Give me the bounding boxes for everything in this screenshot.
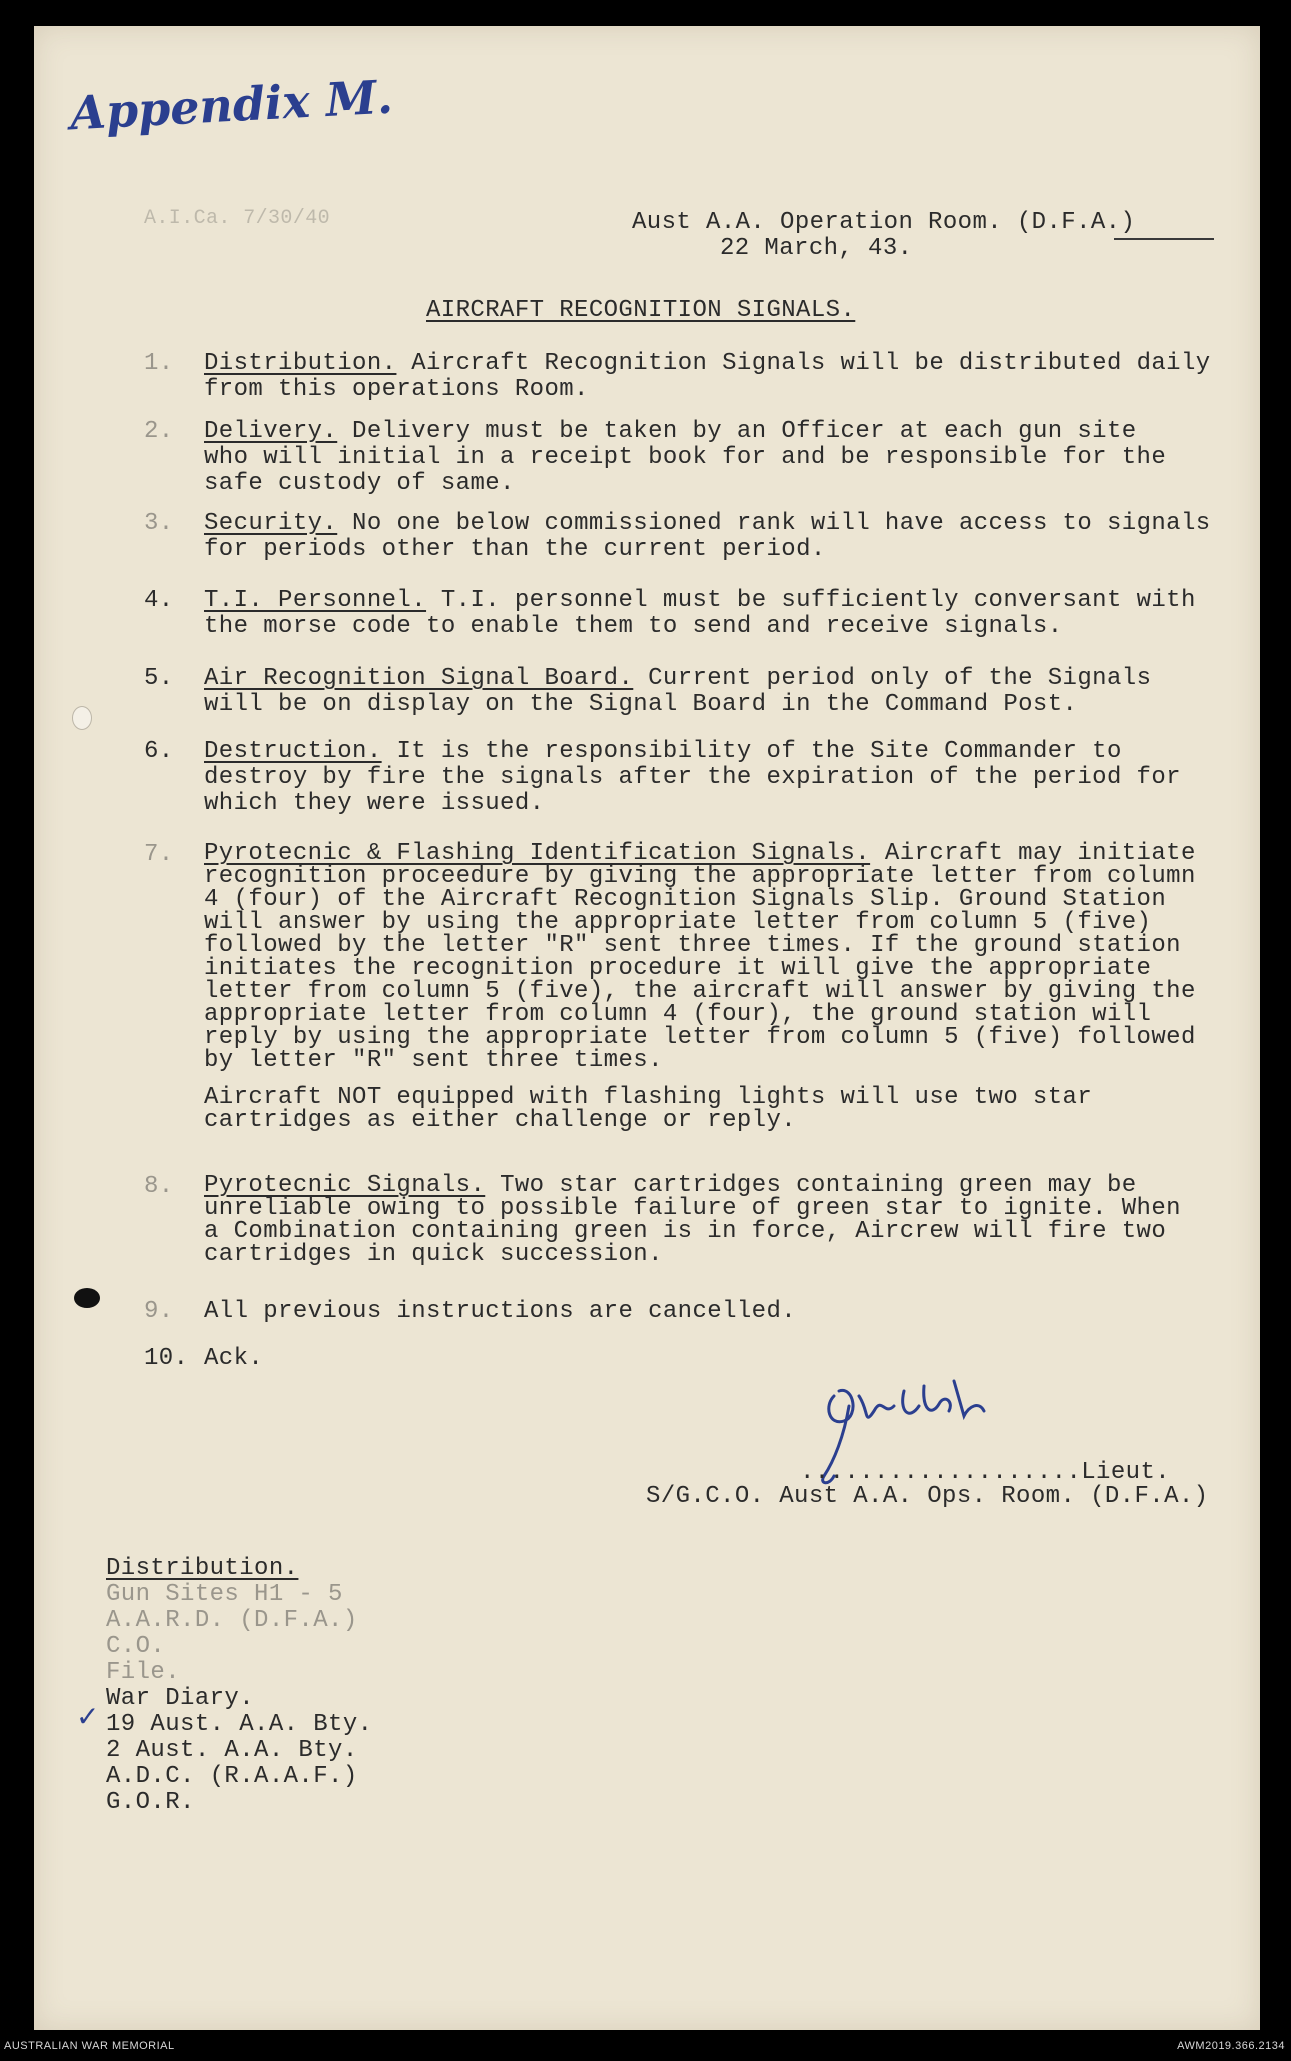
paragraph-body xyxy=(204,511,1224,563)
paragraph-heading: Delivery. xyxy=(204,418,338,445)
paragraph-heading: Pyrotecnic & Flashing Identification Signals. xyxy=(204,840,871,867)
paragraph-line: Aircraft may initiate xyxy=(884,840,1196,867)
footer-institution: AUSTRALIAN WAR MEMORIAL xyxy=(4,2040,175,2052)
paragraph-body xyxy=(204,1299,1224,1325)
signature-title: S/G.C.O. Aust A.A. Ops. Room. (D.F.A.) xyxy=(646,1483,1209,1510)
document-title: AIRCRAFT RECOGNITION SIGNALS. xyxy=(426,297,856,324)
paragraph-number: 1. xyxy=(144,350,174,377)
distribution-item: A.A.R.D. (D.F.A.) xyxy=(106,1607,358,1634)
paragraph-heading: Destruction. xyxy=(204,738,382,765)
paragraph-line: unreliable owing to possible failure of green star to ignite. When xyxy=(204,1195,1181,1222)
signature-rank-line: ...................Lieut. xyxy=(800,1459,1171,1486)
paragraph-body xyxy=(204,351,1224,403)
paragraph-line: Current period only of the Signals xyxy=(648,665,1152,692)
paragraph-number: 10. xyxy=(144,1345,189,1372)
header-location-underline xyxy=(1114,238,1214,240)
paragraph-line: the morse code to enable them to send and receive signals. xyxy=(204,613,1063,640)
paragraph-line: cartridges in quick succession. xyxy=(204,1241,663,1268)
paragraph-body xyxy=(204,739,1224,817)
paragraph-line: a Combination containing green is in force, Aircrew will fire two xyxy=(204,1218,1167,1245)
distribution-item: A.D.C. (R.A.A.F.) xyxy=(106,1763,358,1790)
paragraph-heading: Distribution. xyxy=(204,350,397,377)
paragraph-line: safe custody of same. xyxy=(204,470,515,497)
paragraph-heading: Pyrotecnic Signals. xyxy=(204,1172,486,1199)
reference-number: A.I.Ca. 7/30/40 xyxy=(144,207,331,230)
paragraph-line: by letter "R" sent three times. xyxy=(204,1047,663,1074)
paragraph-number: 8. xyxy=(144,1173,174,1200)
paragraph-line: All previous instructions are cancelled. xyxy=(204,1298,797,1325)
distribution-item: 2 Aust. A.A. Bty. xyxy=(106,1737,358,1764)
paragraph-number: 4. xyxy=(144,587,174,614)
handwritten-appendix-annotation: Appendix M. xyxy=(68,69,394,141)
header-date: 22 March, 43. xyxy=(720,235,913,262)
footer-accession-number: AWM2019.366.2134 xyxy=(1177,2040,1285,2052)
paragraph-line: appropriate letter from column 4 (four), the ground station will xyxy=(204,1001,1152,1028)
paragraph-body xyxy=(204,666,1224,718)
paragraph-line: Delivery must be taken by an Officer at each gun site xyxy=(352,418,1137,445)
paragraph-line: reply by using the appropriate letter from column 5 (five) followed xyxy=(204,1024,1196,1051)
paragraph-line: Ack. xyxy=(204,1345,264,1372)
paragraph-extra-line: cartridges as either challenge or reply. xyxy=(204,1107,797,1134)
distribution-item: G.O.R. xyxy=(106,1789,195,1816)
punch-hole xyxy=(72,706,92,730)
paragraph-line: will be on display on the Signal Board in the Command Post. xyxy=(204,691,1078,718)
paragraph-body xyxy=(204,419,1224,497)
paragraph-line: who will initial in a receipt book for and be responsible for the xyxy=(204,444,1167,471)
paragraph-line: which they were issued. xyxy=(204,790,545,817)
paragraph-number: 3. xyxy=(144,510,174,537)
paragraph-line: Two star cartridges containing green may be xyxy=(500,1172,1137,1199)
paragraph-line: T.I. personnel must be sufficiently conversant with xyxy=(440,587,1196,614)
paragraph-number: 6. xyxy=(144,738,174,765)
paragraph-body xyxy=(204,588,1224,640)
paragraph-line: No one below commissioned rank will have access to signals xyxy=(352,510,1211,537)
paragraph-line: letter from column 5 (five), the aircraft will answer by giving the xyxy=(204,978,1196,1005)
paragraph-body xyxy=(204,1346,1224,1372)
distribution-item: Gun Sites H1 - 5 xyxy=(106,1581,343,1608)
paragraph-number: 7. xyxy=(144,841,174,868)
distribution-heading: Distribution. xyxy=(106,1555,299,1582)
paragraph-number: 5. xyxy=(144,665,174,692)
distribution-item: 19 Aust. A.A. Bty. xyxy=(106,1711,373,1738)
paragraph-line: from this operations Room. xyxy=(204,376,589,403)
paragraph-line: It is the responsibility of the Site Commander to xyxy=(396,738,1122,765)
distribution-block xyxy=(106,1556,606,1816)
paragraph-body xyxy=(204,1174,1224,1266)
checkmark-icon: ✓ xyxy=(76,1700,100,1733)
paragraph-extra-line: Aircraft NOT equipped with flashing lights will use two star xyxy=(204,1084,1093,1111)
distribution-item: File. xyxy=(106,1659,181,1686)
paragraph-body xyxy=(204,842,1224,1132)
paragraph-heading: T.I. Personnel. xyxy=(204,587,427,614)
paragraph-line: initiates the recognition procedure it will give the appropriate xyxy=(204,955,1152,982)
paragraph-number: 9. xyxy=(144,1298,174,1325)
paragraph-line: recognition proceedure by giving the appropriate letter from column xyxy=(204,863,1196,890)
paragraph-line: 4 (four) of the Aircraft Recognition Signals Slip. Ground Station xyxy=(204,886,1167,913)
punch-hole xyxy=(74,1288,100,1308)
paragraph-heading: Security. xyxy=(204,510,338,537)
header-location: Aust A.A. Operation Room. (D.F.A.) xyxy=(632,209,1136,236)
paragraph-heading: Air Recognition Signal Board. xyxy=(204,665,634,692)
paragraph-line: followed by the letter "R" sent three times. If the ground station xyxy=(204,932,1181,959)
distribution-item: War Diary. xyxy=(106,1685,255,1712)
document-page xyxy=(34,26,1260,2030)
paragraph-line: for periods other than the current period. xyxy=(204,536,826,563)
distribution-item: C.O. xyxy=(106,1633,166,1660)
paragraph-number: 2. xyxy=(144,418,174,445)
paragraph-line: will answer by using the appropriate letter from column 5 (five) xyxy=(204,909,1152,936)
paragraph-line: destroy by fire the signals after the expiration of the period for xyxy=(204,764,1181,791)
paragraph-line: Aircraft Recognition Signals will be distributed daily xyxy=(411,350,1211,377)
